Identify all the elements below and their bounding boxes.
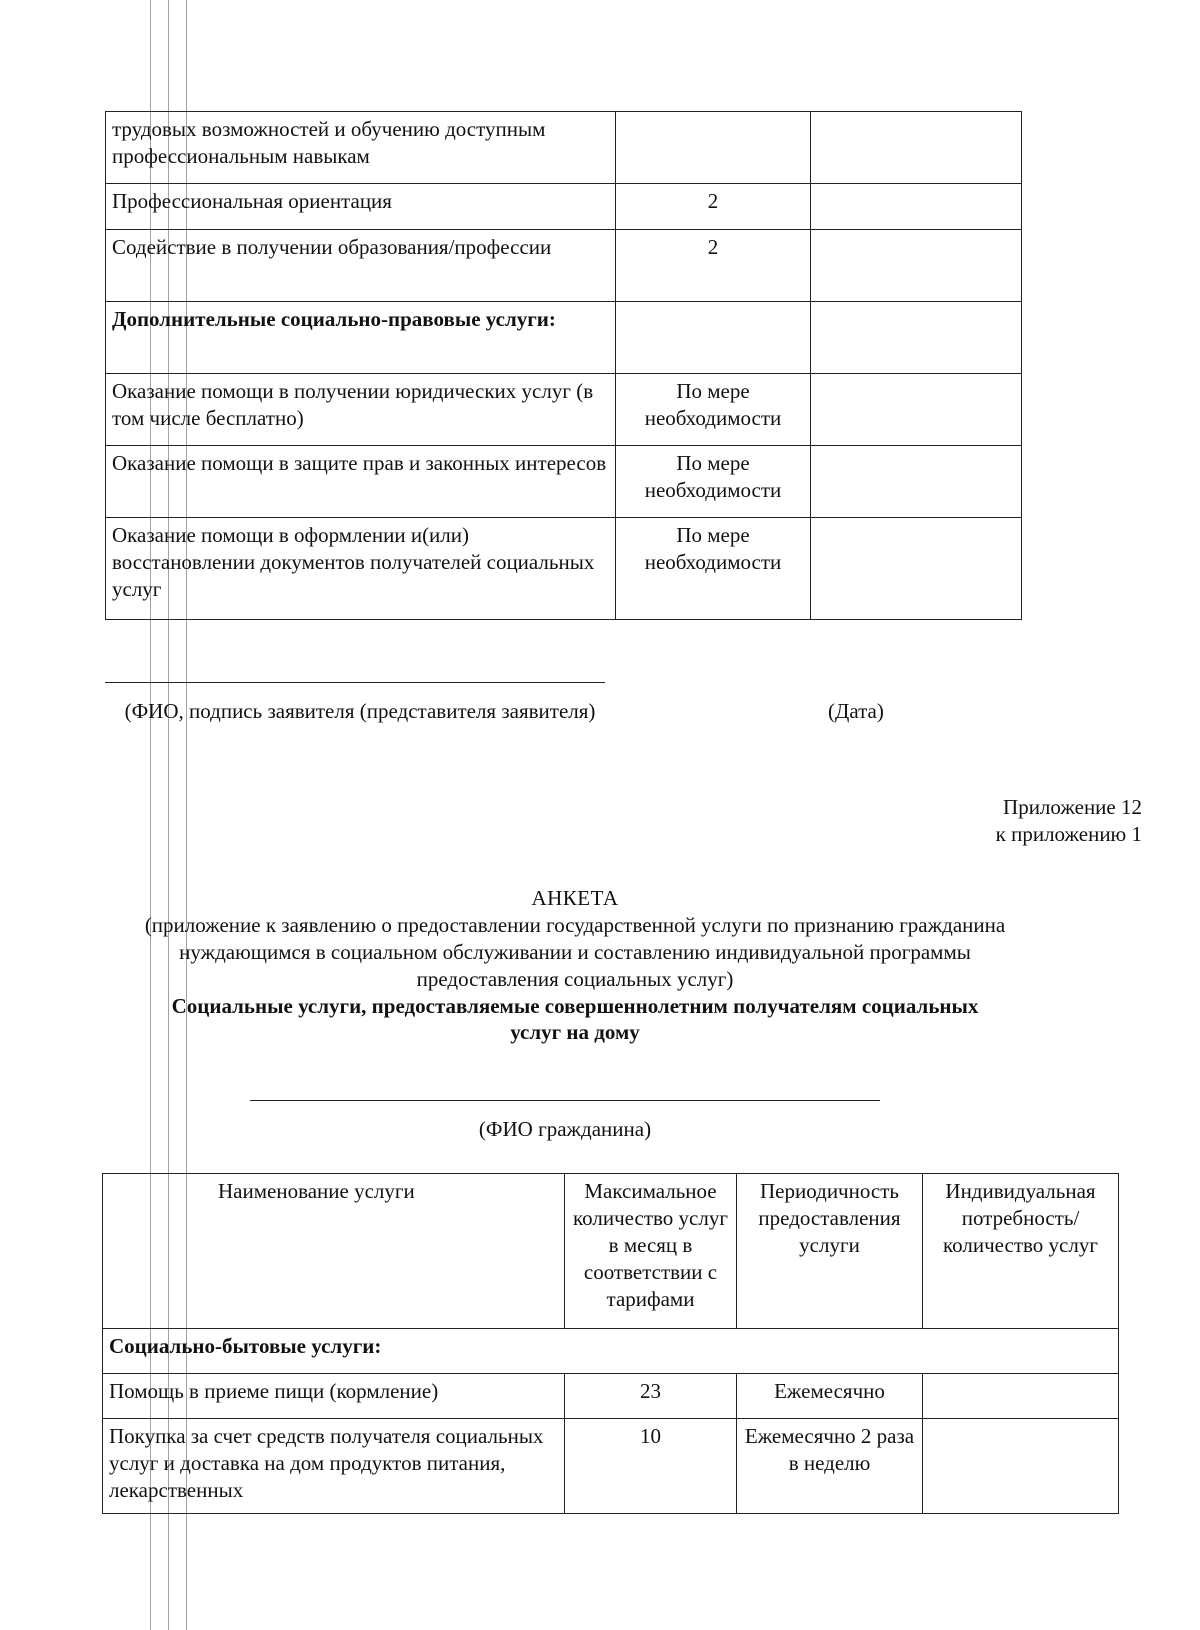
table-row xyxy=(106,112,1022,184)
service-max-count-cell: 10 xyxy=(565,1419,737,1514)
service-name-cell: Дополнительные социально-правовые услуги: xyxy=(106,302,616,374)
service-name-cell: Оказание помощи в оформлении и(или) восстановлении документов получателей социальных услуг xyxy=(106,518,616,620)
service-need-cell xyxy=(811,374,1022,446)
table-row xyxy=(103,1374,1119,1419)
header-periodicity: Периодичность предоставления услуги xyxy=(737,1174,923,1329)
service-need-cell xyxy=(811,184,1022,230)
service-quantity-cell: По мере необходимости xyxy=(616,518,811,620)
form-subtitle: (приложение к заявлению о предоставлении государственной услуги по признанию гражданина нуждающимся в социальном обслуживании и составлению индивидуальной программы предоставления социальных услуг) xyxy=(144,912,1006,991)
service-max-count-cell: 23 xyxy=(565,1374,737,1419)
service-need-cell xyxy=(811,518,1022,620)
form-bold-title: Социальные услуги, предоставляемые совершеннолетним получателям социальных услуг на дому xyxy=(171,993,979,1045)
citizen-name-line xyxy=(250,1100,880,1101)
header-max-count: Максимальное количество услуг в месяц в соответствии с тарифами xyxy=(565,1174,737,1329)
header-service-name: Наименование услуги xyxy=(103,1174,565,1329)
service-quantity-cell: 2 xyxy=(616,230,811,302)
table-header-row xyxy=(103,1174,1119,1329)
table-row xyxy=(106,374,1022,446)
service-periodicity-cell: Ежемесячно xyxy=(737,1374,923,1419)
header-individual-need: Индивидуальная потребность/ количество услуг xyxy=(923,1174,1119,1329)
social-services-table xyxy=(102,1173,1119,1514)
service-name-cell: Содействие в получении образования/профессии xyxy=(106,230,616,302)
service-need-cell xyxy=(811,446,1022,518)
service-name-cell: трудовых возможностей и обучению доступным профессиональным навыкам xyxy=(106,112,616,184)
section-social-household: Социально-бытовые услуги: xyxy=(103,1329,1119,1374)
table-row xyxy=(106,518,1022,620)
service-name-cell: Оказание помощи в защите прав и законных интересов xyxy=(106,446,616,518)
form-heading xyxy=(100,885,1050,1046)
table-row xyxy=(106,302,1022,374)
table-row xyxy=(106,230,1022,302)
service-name-cell: Помощь в приеме пищи (кормление) xyxy=(103,1374,565,1419)
appendix-line-2: к приложению 1 xyxy=(995,821,1142,846)
service-individual-need-cell xyxy=(923,1374,1119,1419)
service-quantity-cell: По мере необходимости xyxy=(616,446,811,518)
service-periodicity-cell: Ежемесячно 2 раза в неделю xyxy=(737,1419,923,1514)
service-need-cell xyxy=(811,302,1022,374)
table-row xyxy=(103,1419,1119,1514)
table-section-row xyxy=(103,1329,1119,1374)
applicant-signature-caption: (ФИО, подпись заявителя (представителя заявителя) xyxy=(124,699,596,723)
service-name-cell: Покупка за счет средств получателя социальных услуг и доставка на дом продуктов питания, лекарственных xyxy=(103,1419,565,1514)
continued-services-table xyxy=(105,111,1022,620)
appendix-reference xyxy=(996,794,1142,848)
service-need-cell xyxy=(811,112,1022,184)
applicant-signature-line xyxy=(105,682,605,683)
service-quantity-cell: 2 xyxy=(616,184,811,230)
service-quantity-cell xyxy=(616,302,811,374)
service-name-cell: Оказание помощи в получении юридических услуг (в том числе бесплатно) xyxy=(106,374,616,446)
service-quantity-cell: По мере необходимости xyxy=(616,374,811,446)
citizen-name-caption: (ФИО гражданина) xyxy=(478,1117,652,1141)
service-individual-need-cell xyxy=(923,1419,1119,1514)
service-name-cell: Профессиональная ориентация xyxy=(106,184,616,230)
date-caption: (Дата) xyxy=(828,699,884,723)
appendix-line-1: Приложение 12 xyxy=(1003,795,1142,819)
service-need-cell xyxy=(811,230,1022,302)
form-title: АНКЕТА xyxy=(531,886,619,910)
table-row xyxy=(106,446,1022,518)
table-row xyxy=(106,184,1022,230)
service-quantity-cell xyxy=(616,112,811,184)
